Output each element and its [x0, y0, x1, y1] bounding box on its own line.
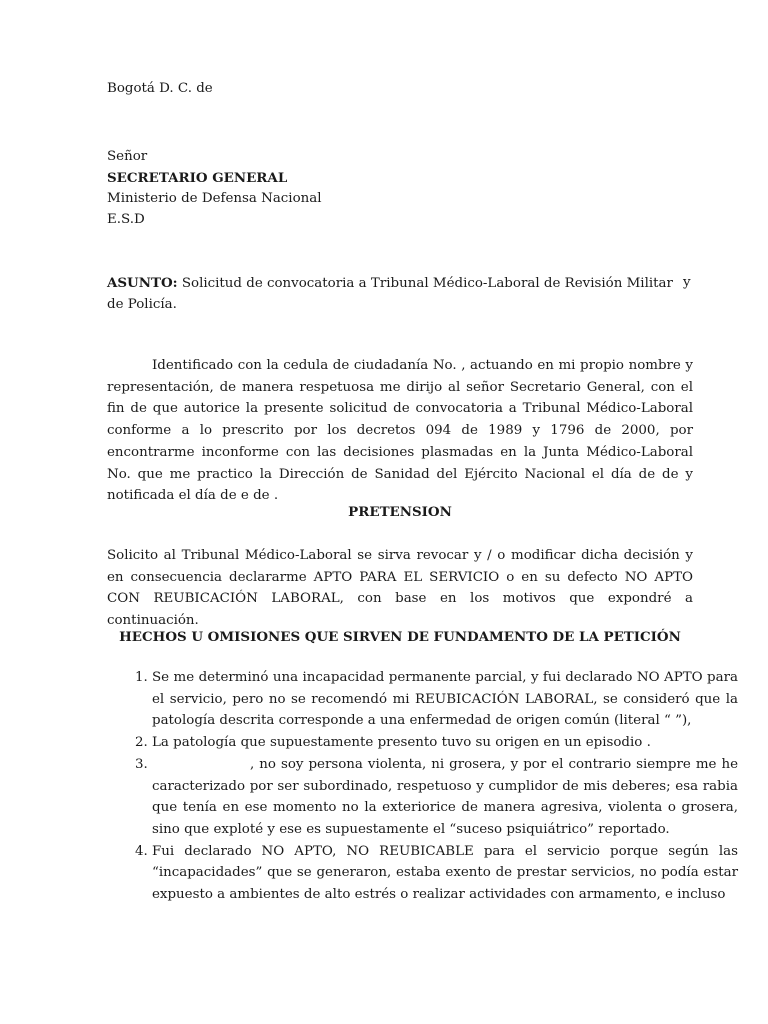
esd-line: E.S.D: [107, 212, 145, 227]
subject-label: ASUNTO:: [107, 275, 178, 291]
subject-text: Solicitud de convocatoria a Tribunal Médico-Laboral de Revisión Militar: [181, 276, 673, 291]
place-date: Bogotá D. C. de: [107, 81, 213, 96]
subject-line-1: [107, 275, 673, 291]
list-item: 1. Se me determinó una incapacidad permanente parcial, y fui declarado NO APTO para el servicio, pero no se recomendó mi REUBICACIÓN LABORAL, se consideró que la patología descrita corresponde a una enfermedad de origen común (literal “ ”),: [152, 667, 738, 732]
salutation: Señor: [107, 149, 148, 164]
subject-y: y: [683, 275, 691, 290]
list-item-text: , no soy persona violenta, ni grosera, y por el contrario siempre me he caracterizado por ser subordinado, respetuoso y cumplidor de mis deberes; esa rabia que tenía en ese momento no la exteriorice de manera agresiva, violenta o grosera, sino que exploté y ese es supuestamente el “suceso psiquiátrico” reportado.: [152, 756, 738, 837]
list-item: [152, 754, 738, 841]
list-item: 2. La patología que supuestamente presento tuvo su origen en un episodio .: [152, 732, 738, 754]
pretension-heading: PRETENSION: [348, 504, 452, 520]
recipient-title: SECRETARIO GENERAL: [107, 170, 288, 186]
subject-line-2: de Policía.: [107, 297, 177, 312]
list-item: 4. Fui declarado NO APTO, NO REUBICABLE para el servicio porque según las “incapacidades” que se generaron, estaba exento de prestar servicios, no podía estar expuesto a ambientes de alto estrés o realizar actividades con armamento, e incluso: [152, 841, 738, 906]
hechos-list: [107, 667, 738, 906]
ministry-name: Ministerio de Defensa Nacional: [107, 191, 322, 206]
pretension-paragraph: Solicito al Tribunal Médico-Laboral se sirva revocar y / o modificar dicha decisión y en consecuencia declararme APTO PARA EL SERVICIO o en su defecto NO APTO CON REUBICACIÓN LABORAL, con base en los motivos que expondré a continuación.: [107, 548, 693, 629]
hechos-heading: HECHOS U OMISIONES QUE SIRVEN DE FUNDAMENTO DE LA PETICIÓN: [119, 629, 681, 645]
intro-paragraph: Identificado con la cedula de ciudadanía No. , actuando en mi propio nombre y representación, de manera respetuosa me dirijo al señor Secretario General, con el fin de que autorice la presente solicitud de convocatoria a Tribunal Médico-Laboral conforme a lo prescrito por los decretos 094 de 1989 y 1796 de 2000, por encontrarme inconforme con las decisiones plasmadas en la Junta Médico-Laboral No. que me practico la Dirección de Sanidad del Ejército Nacional el día de de y notificada el día de e de .: [107, 358, 693, 504]
